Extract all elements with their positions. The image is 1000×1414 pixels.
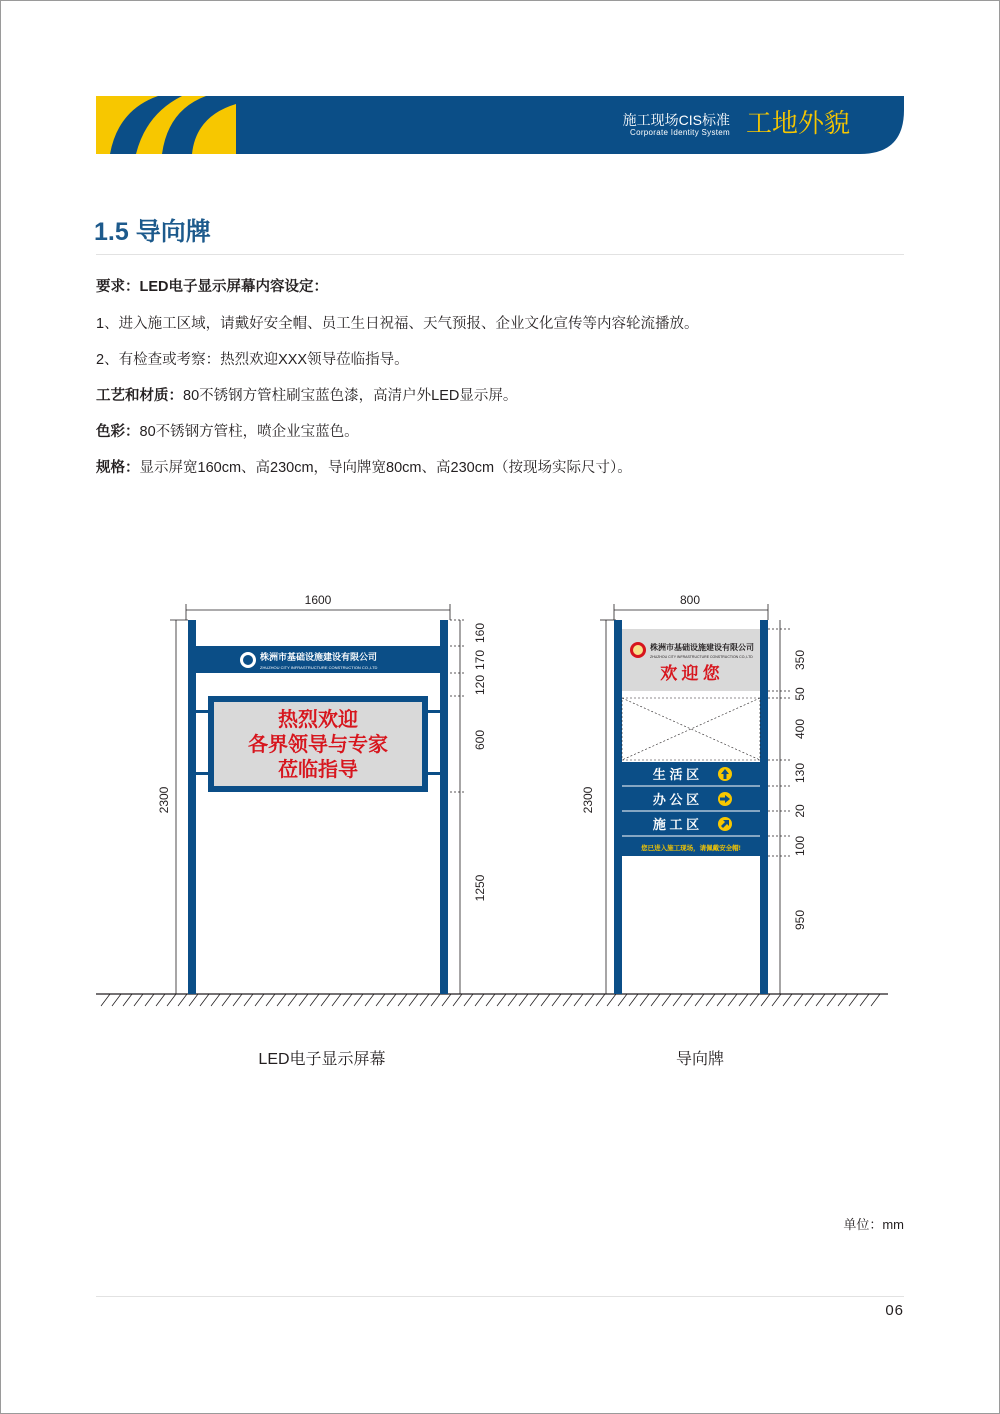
header-title-en: Corporate Identity System (630, 128, 730, 137)
guide-dim-50: 50 (793, 687, 807, 701)
requirement-item-1: 1、进入施工区域，请戴好安全帽、员工生日祝福、天气预报、企业文化宣传等内容轮流播放。 (96, 316, 699, 332)
spec-material-text: 80不锈钢方管柱刷宝蓝色漆，高清户外LED显示屏。 (183, 388, 518, 404)
unit-note: 单位：mm (843, 1217, 904, 1232)
guide-company-cn: 株洲市基础设施建设有限公司 (650, 643, 754, 652)
guide-dim-100: 100 (793, 835, 807, 857)
guide-left-post (614, 620, 622, 994)
led-caption: LED电子显示屏幕 (258, 1051, 386, 1068)
section-heading: 1.5 导向牌 (94, 218, 211, 246)
guide-dim-20: 20 (793, 804, 807, 818)
led-width-dim: 1600 (304, 593, 332, 607)
heading-divider (96, 254, 904, 255)
page-number: 06 (885, 1302, 904, 1319)
led-screen-line-3: 莅临指导 (278, 759, 358, 781)
zone-label-construction: 施 工 区 (652, 817, 700, 832)
requirement-item-2: 2、有检查或考察：热烈欢迎XXX领导莅临指导。 (96, 352, 409, 368)
spec-color-label: 色彩： (96, 424, 140, 440)
led-sign (157, 593, 487, 994)
led-dim-1250: 1250 (473, 874, 487, 902)
guide-notice: 您已进入施工现场，请佩戴安全帽! (641, 845, 741, 852)
header-section-title: 工地外貌 (746, 108, 851, 138)
spec-color-text: 80不锈钢方管柱，喷企业宝蓝色。 (139, 424, 359, 440)
led-dim-160: 160 (473, 622, 487, 644)
spec-size-text: 显示屏宽160cm、高230cm，导向牌宽80cm、高230cm（按现场实际尺寸）。 (139, 460, 632, 476)
header-title-cn: 施工现场CIS标准 (622, 112, 730, 128)
led-dim-600: 600 (473, 729, 487, 751)
guide-dim-130: 130 (793, 762, 807, 784)
guide-height-dim: 2300 (581, 786, 595, 814)
spec-color (96, 422, 359, 442)
requirements-label-text: 要求：LED电子显示屏幕内容设定： (96, 279, 328, 295)
footer-divider (96, 1296, 904, 1297)
arrow-up-icon (718, 767, 732, 781)
ground-hatching (101, 994, 880, 1006)
guide-dim-400: 400 (793, 718, 807, 740)
spec-size-label: 规格： (96, 460, 140, 476)
guide-caption: 导向牌 (675, 1051, 724, 1068)
zone-label-living: 生 活 区 (652, 767, 700, 782)
spec-material-label: 工艺和材质： (96, 388, 183, 404)
guide-right-post (760, 620, 768, 994)
signage-drawing (90, 580, 900, 1020)
guide-company-en: ZHUZHOU CITY INFRASTRUCTURE CONSTRUCTION CO.,LTD (650, 655, 753, 659)
led-height-dim: 2300 (157, 786, 171, 814)
guide-width-dim: 800 (679, 593, 701, 607)
led-dim-170: 170 (473, 649, 487, 671)
guide-dim-950: 950 (793, 909, 807, 931)
arrow-right-icon (718, 792, 732, 806)
led-screen-line-1: 热烈欢迎 (278, 709, 358, 731)
led-company-en: ZHUZHOU CITY INFRASTRUCTURE CONSTRUCTION CO.,LTD (260, 665, 378, 670)
spec-material (96, 386, 517, 406)
header-title-block (612, 112, 730, 138)
led-screen-line-2: 各界领导与专家 (248, 734, 388, 756)
guide-sign (581, 593, 807, 994)
led-right-post (440, 620, 448, 994)
arrow-up-right-icon (718, 817, 732, 831)
spec-size (96, 458, 632, 478)
led-company-cn: 株洲市基础设施建设有限公司 (260, 652, 378, 662)
led-dim-120: 120 (473, 674, 487, 696)
zone-label-office: 办 公 区 (652, 792, 700, 807)
led-left-post (188, 620, 196, 994)
guide-dim-350: 350 (793, 649, 807, 671)
requirements-label (96, 277, 328, 297)
guide-welcome-text: 欢 迎 您 (660, 664, 720, 683)
